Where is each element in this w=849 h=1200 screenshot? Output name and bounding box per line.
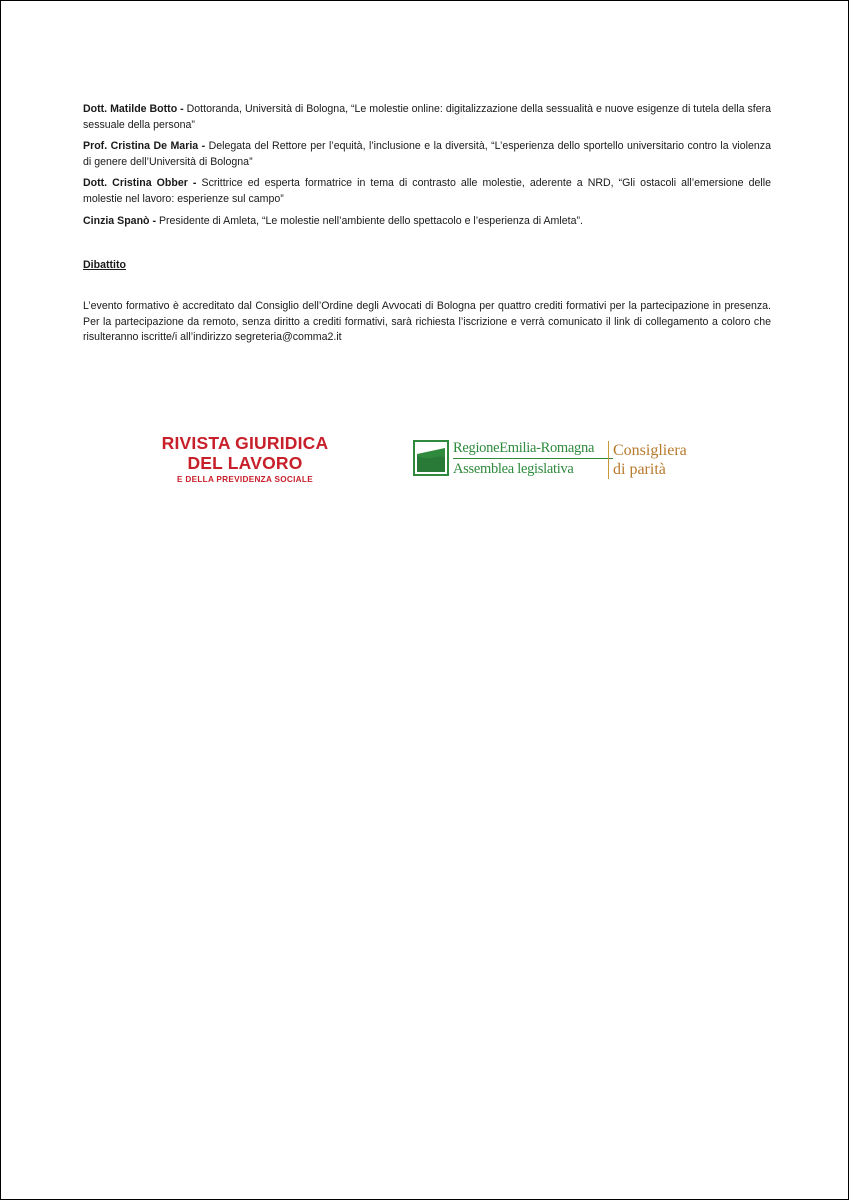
speaker-role: Scrittrice ed esperta formatrice in tema di contrasto alle molestie, aderente a NRD, bbox=[201, 177, 619, 190]
speaker-separator: - bbox=[198, 140, 209, 153]
consigliera-line-2: di parità bbox=[613, 461, 666, 478]
speaker-entry bbox=[83, 214, 771, 230]
logo-line-1: RIVISTA GIURIDICA bbox=[161, 433, 329, 453]
speaker-separator: - bbox=[149, 214, 159, 227]
speaker-role: Delegata del Rettore per l’equità, l’inclusione e la diversità, bbox=[208, 140, 492, 153]
region-emblem-icon bbox=[413, 440, 449, 476]
accreditation-note: L’evento formativo è accreditato dal Consiglio dell’Ordine degli Avvocati di Bologna per quattro crediti formativi per la partecipazione in presenza. Per la partecipazione da remoto, senza diritto a crediti formativi, sarà richiesta l’iscrizione e verrà comunicato il link di collegamento a coloro che risulteranno iscritte/i all’indirizzo segreteria@comma2.it bbox=[83, 300, 771, 344]
speaker-name: Prof. Cristina De Maria bbox=[83, 140, 199, 153]
talk-title: “Le molestie online: digitalizzazione della sessualità e nuove esigenze di tutela della sfera sessuale della persona” bbox=[83, 103, 772, 131]
speaker-entry bbox=[83, 139, 771, 170]
logo-line-2: DEL LAVORO bbox=[187, 453, 303, 473]
region-name: RegioneEmilia-Romagna bbox=[453, 439, 613, 459]
rivista-giuridica-logo bbox=[159, 433, 331, 486]
speaker-role: Presidente di Amleta, bbox=[158, 214, 262, 227]
section-heading-dibattito: Dibattito bbox=[83, 259, 126, 271]
speaker-entry bbox=[83, 176, 771, 207]
speaker-name: Dott. Matilde Botto bbox=[83, 103, 178, 115]
talk-title: “Le molestie nell’ambiente dello spettacolo e l’esperienza di Amleta”. bbox=[262, 214, 583, 227]
logo-line-3: E DELLA PREVIDENZA SOCIALE bbox=[177, 475, 313, 484]
speaker-name: Cinzia Spanò bbox=[83, 214, 150, 227]
consigliera-line-1: Consigliera bbox=[613, 442, 687, 459]
talk-title: “Gli ostacoli all’emersione delle molestie nel lavoro: esperienze sul campo” bbox=[83, 177, 771, 205]
regione-emilia-romagna-logo bbox=[413, 437, 713, 483]
region-text bbox=[453, 439, 613, 479]
logo-divider bbox=[608, 441, 609, 479]
talk-title: “L’esperienza dello sportello universitario contro la violenza di genere dell’Università di Bologna” bbox=[83, 140, 771, 168]
speaker-entry bbox=[83, 102, 771, 133]
speaker-list bbox=[83, 102, 771, 235]
speaker-separator: - bbox=[187, 177, 202, 190]
speaker-separator: - bbox=[177, 103, 187, 115]
speaker-role: Dottoranda, Università di Bologna, bbox=[186, 103, 351, 115]
speaker-name: Dott. Cristina Obber bbox=[83, 177, 188, 190]
assembly-name: Assemblea legislativa bbox=[453, 461, 574, 477]
consigliera-text bbox=[613, 441, 687, 479]
